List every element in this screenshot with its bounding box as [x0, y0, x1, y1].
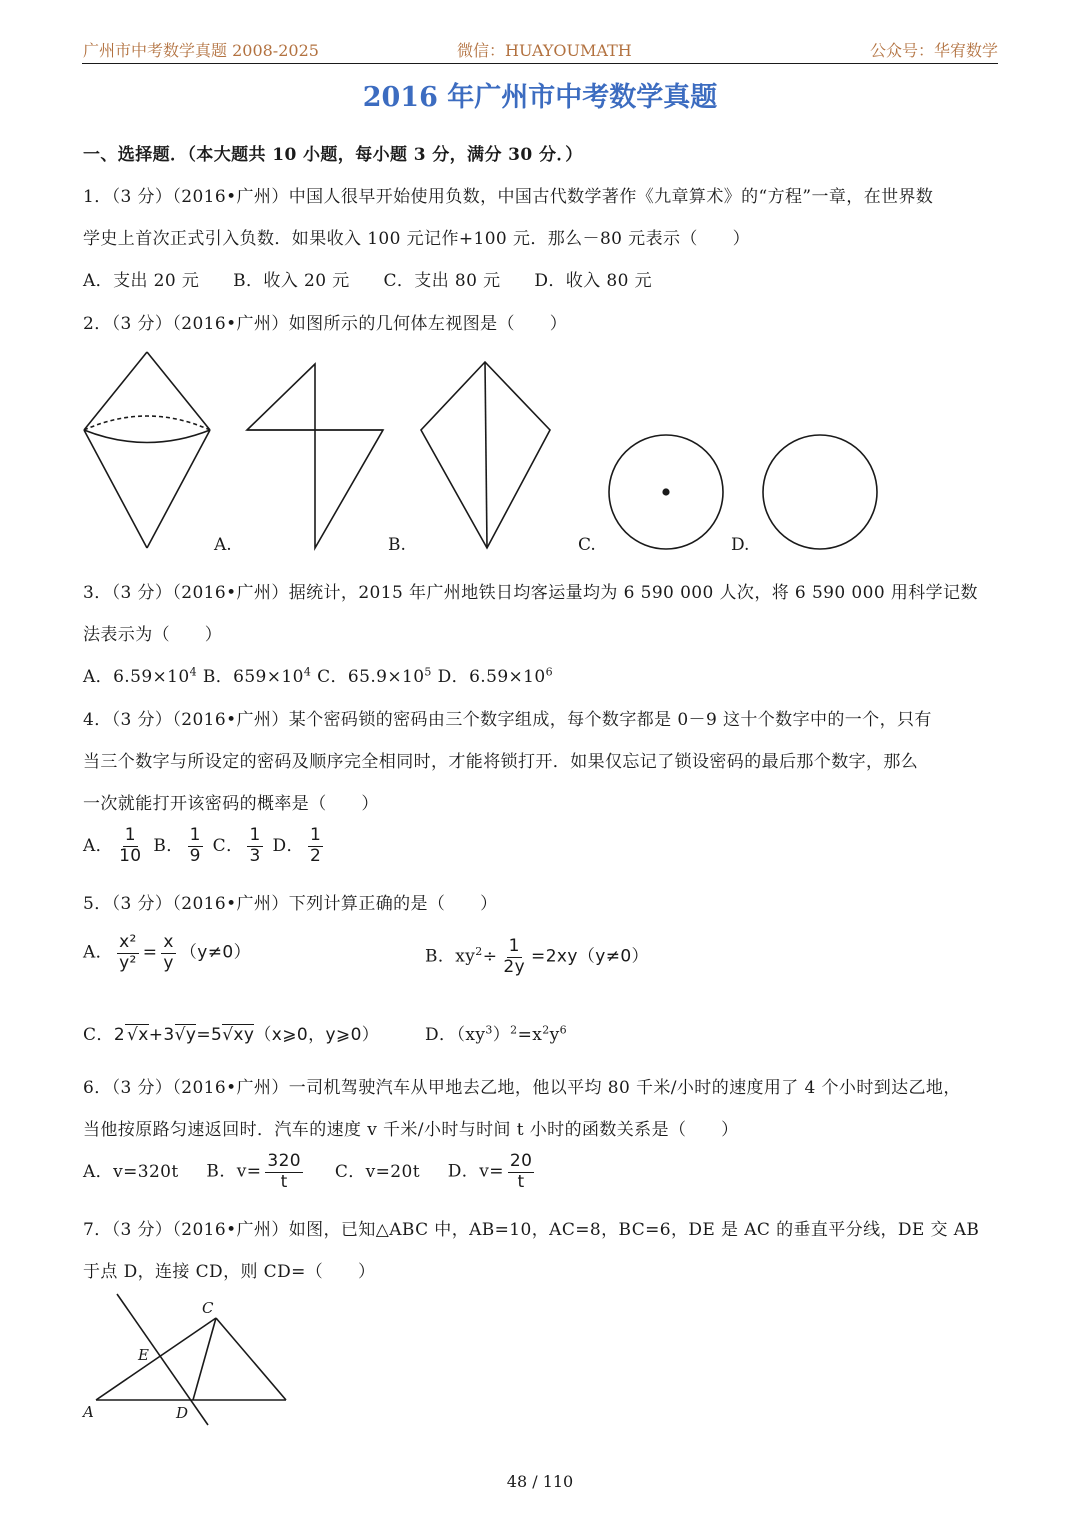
q2-label-b: B.: [388, 535, 406, 555]
q2-label-c: C.: [578, 535, 596, 555]
q2-label-d: D.: [731, 535, 750, 555]
q7-label-c: C: [202, 1299, 214, 1317]
q1-option-c: C．支出 80 元: [383, 271, 501, 291]
q1-line2: 学史上首次正式引入负数．如果收入 100 元记作+100 元．那么－80 元表示（ ）: [83, 229, 750, 249]
q4-line1: 4．（3 分）（2016•广州）某个密码锁的密码由三个数字组成，每个数字都是 0－9 这十个数字中的一个，只有: [83, 710, 932, 730]
q3-option-c: C．$65.9\times 10^5$: [317, 665, 432, 687]
q6-option-d: D．v= $\frac{20}{t}$: [447, 1151, 533, 1192]
q2-solid-figure: [84, 352, 210, 548]
q5-option-b: B．$xy^2\div$ $\frac{1}{2y}$ =2xy（y≠0）: [425, 936, 649, 977]
q7-label-a: A: [83, 1403, 94, 1421]
page-title: 2016 年广州市中考数学真题: [362, 82, 718, 113]
header-right: 公众号：华宥数学: [869, 41, 998, 60]
q1-line1: 1．（3 分）（2016•广州）中国人很早开始使用负数，中国古代数学著作《九章算术》的“方程”一章，在世界数: [83, 187, 934, 207]
q3-line2: 法表示为（ ）: [83, 625, 223, 645]
q6-options: [83, 1152, 566, 1192]
q7-label-e: E: [138, 1346, 149, 1364]
q4-line3: 一次就能打开该密码的概率是（ ）: [83, 794, 379, 814]
q5-option-a: A． $\frac{\text{x²}}{\text{y²}}$ = $\frac{x}{y}$ （y≠0）: [83, 932, 252, 973]
q1-option-a: A．支出 20 元: [83, 271, 200, 291]
q3-option-a: A．$6.59\times 10^4$: [83, 665, 198, 687]
q7-line1: 7．（3 分）（2016•广州）如图，已知△ABC 中，AB=10，AC=8，BC=6，DE 是 AC 的垂直平分线，DE 交 AB: [83, 1220, 980, 1240]
q6-option-a: A．v=320t: [83, 1161, 179, 1182]
q4-option-d: D． $\frac{1}{2}$: [272, 825, 322, 866]
q7-label-d: D: [176, 1404, 189, 1422]
q3-option-b: B．$659\times 10^4$: [202, 665, 312, 687]
q1-option-b: B．收入 20 元: [233, 271, 350, 291]
section-heading: 一、选择题．（本大题共 10 小题，每小题 3 分，满分 30 分．）: [83, 145, 583, 165]
q4-options: [83, 826, 327, 866]
q6-line2: 当他按原路匀速返回时．汽车的速度 v 千米/小时与时间 t 小时的函数关系是（ ）: [83, 1120, 739, 1140]
q2-stem: 2．（3 分）（2016•广州）如图所示的几何体左视图是（ ）: [83, 314, 568, 334]
q6-option-c: C．v=20t: [334, 1161, 420, 1182]
q4-option-a: A． $\frac{1}{10}$: [83, 825, 142, 866]
q3-line1: 3．（3 分）（2016•广州）据统计，2015 年广州地铁日均客运量均为 6 590 000 人次，将 6 590 000 用科学记数: [83, 583, 978, 603]
header-center: 微信：HUAYOUMATH: [457, 41, 632, 60]
q4-option-b: B． $\frac{1}{9}$: [153, 825, 201, 866]
q3-option-d: D．$6.59\times 10^6$: [437, 665, 554, 687]
q5-option-c: C．2 √x+3√y=5√xy（x⩾0，y⩾0）: [83, 1025, 380, 1045]
q2-option-b-figure: [421, 362, 550, 548]
q3-options: [83, 662, 553, 687]
q6-option-b: B．v= $\frac{320}{t}$: [206, 1151, 302, 1192]
q2-option-d-figure: [763, 435, 877, 549]
q4-option-c: C． $\frac{1}{3}$: [212, 825, 261, 866]
q7-line2: 于点 D，连接 CD，则 CD=（ ）: [83, 1262, 376, 1282]
q5-option-d: D．$(xy^3)^2=x^2y^6$: [425, 1023, 568, 1045]
page-number: 48 / 110: [506, 1472, 574, 1491]
q2-option-a-figure: [247, 364, 383, 548]
q5-stem: 5．（3 分）（2016•广州）下列计算正确的是（ ）: [83, 894, 498, 914]
header-left: 广州市中考数学真题 2008-2025: [83, 41, 319, 60]
q4-line2: 当三个数字与所设定的密码及顺序完全相同时，才能将锁打开．如果仅忘记了锁设密码的最后那个数字，那么: [83, 752, 919, 772]
q2-option-c-figure: [609, 435, 723, 549]
q7-triangle-figure: [96, 1294, 286, 1425]
q2-label-a: A.: [214, 535, 232, 555]
q1-option-d: D．收入 80 元: [534, 271, 653, 291]
q6-line1: 6．（3 分）（2016•广州）一司机驾驶汽车从甲地去乙地，他以平均 80 千米/小时的速度用了 4 个小时到达乙地，: [83, 1078, 961, 1098]
